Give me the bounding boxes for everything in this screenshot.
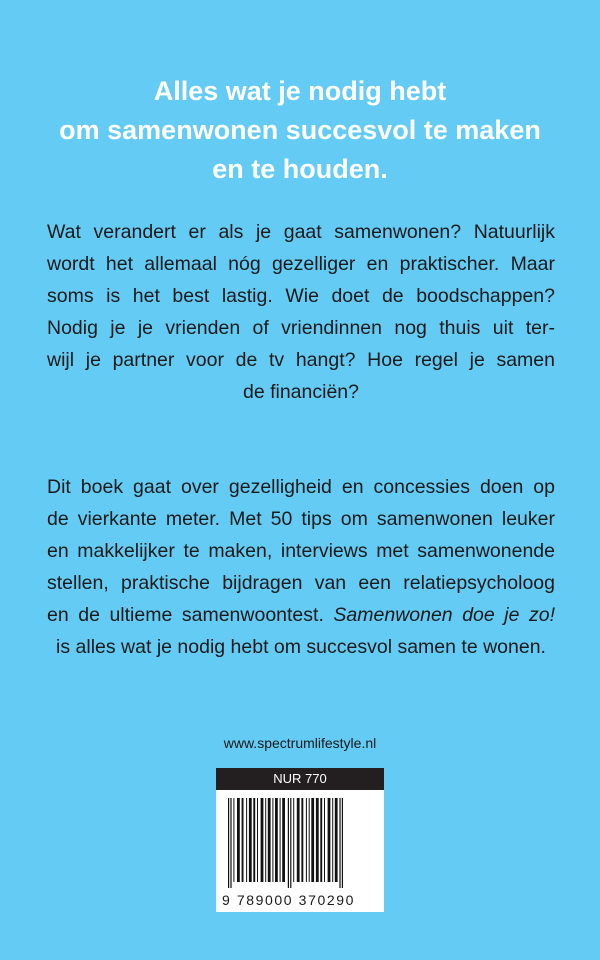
barcode-digits: 9 789000 370290 bbox=[222, 892, 355, 908]
description-line-5 bbox=[47, 599, 555, 631]
intro-line-6: de financiën? bbox=[242, 381, 359, 403]
barcode-bar bbox=[275, 798, 278, 882]
barcode-bar bbox=[237, 798, 240, 882]
barcode-bar bbox=[249, 798, 252, 882]
description-line-6: is alles wat je nodig hebt om succesvol samen te wonen. bbox=[56, 636, 546, 658]
barcode-bar bbox=[293, 798, 294, 882]
barcode-bar bbox=[309, 798, 310, 882]
description-line-3: en makkelijker te maken, interviews met samenwonende bbox=[47, 540, 555, 562]
barcode-bar bbox=[288, 798, 289, 888]
barcode-bar bbox=[230, 798, 231, 888]
intro-line-2: wordt het allemaal nóg gezelliger en praktischer. Maar bbox=[47, 253, 555, 275]
description-line-2: de vierkante meter. Met 50 tips om samenwonen leuker bbox=[47, 508, 555, 530]
intro-line-1: Wat verandert er als je gaat samenwonen? Natuurlijk bbox=[47, 221, 555, 243]
headline bbox=[30, 72, 570, 189]
barcode-bar bbox=[306, 798, 307, 882]
barcode-bar bbox=[297, 798, 300, 882]
barcode-bar bbox=[301, 798, 303, 882]
description-line-1: Dit boek gaat over gezelligheid en concessies doen op bbox=[47, 476, 555, 498]
description-line-4: stellen, praktische bijdragen van een relatiepsycholoog bbox=[47, 572, 555, 594]
book-title-italic: Samenwonen doe je zo! bbox=[333, 604, 555, 626]
barcode-bar bbox=[261, 798, 264, 882]
publisher-website: www.spectrumlifestyle.nl bbox=[223, 735, 377, 751]
intro-line-5: wijl je partner voor de tv hangt? Hoe regel je samen bbox=[47, 349, 555, 371]
barcode-bar bbox=[328, 798, 331, 882]
barcode-bar bbox=[280, 798, 281, 882]
barcode-bar bbox=[316, 798, 319, 882]
headline-line-2: om samenwonen succesvol te maken bbox=[59, 115, 541, 145]
barcode-bar bbox=[242, 798, 244, 882]
intro-line-3: soms is het best lastig. Wie doet de boodschappen? bbox=[47, 285, 555, 307]
barcode-bar bbox=[282, 798, 285, 882]
barcode-bar bbox=[272, 798, 273, 882]
barcode-bar bbox=[335, 798, 338, 882]
barcode-bar bbox=[342, 798, 343, 888]
barcode-bar bbox=[324, 798, 325, 882]
headline-line-1: Alles wat je nodig hebt bbox=[153, 76, 447, 106]
barcode-bar bbox=[332, 798, 333, 882]
description-paragraph bbox=[47, 471, 555, 663]
barcode-bar bbox=[233, 798, 234, 882]
description-line-5-text: en de ultieme samenwoontest. bbox=[47, 604, 334, 626]
barcode-bar bbox=[265, 798, 266, 882]
barcode-bar bbox=[311, 798, 314, 882]
barcode-box bbox=[216, 768, 384, 912]
barcode-bar bbox=[257, 798, 258, 882]
barcode-bar bbox=[253, 798, 255, 882]
headline-line-3: en te houden. bbox=[212, 154, 388, 184]
barcode-bar bbox=[246, 798, 247, 882]
barcode-bar bbox=[290, 798, 291, 888]
barcode-bars bbox=[226, 798, 374, 888]
nur-label: NUR 770 bbox=[216, 768, 384, 790]
barcode-bar bbox=[228, 798, 229, 888]
intro-paragraph bbox=[47, 216, 555, 408]
barcode-bar bbox=[339, 798, 340, 888]
barcode-bar bbox=[268, 798, 271, 882]
barcode-bar bbox=[320, 798, 322, 882]
intro-line-4: Nodig je je vrienden of vriendinnen nog thuis uit ter- bbox=[47, 317, 555, 339]
